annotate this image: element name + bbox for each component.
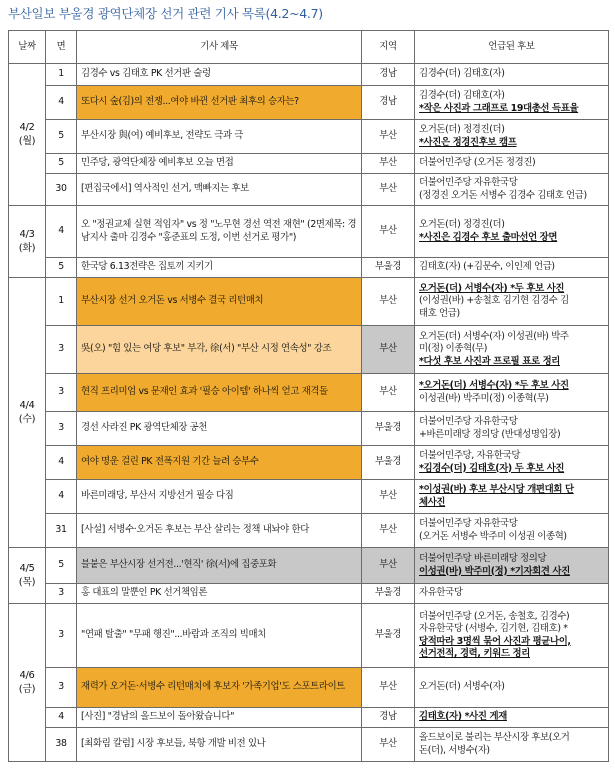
candidates-cell [415,174,609,206]
candidate-line: 오거돈(더) 서병수(자) *두 후보 사진 [419,282,565,294]
region-cell: 부울경 [362,604,415,668]
table-header-row [9,31,609,64]
candidates-cell [415,86,609,120]
table-row [9,374,609,412]
region-cell: 부울경 [362,258,415,278]
region-cell: 부산 [362,548,415,584]
table-row [9,728,609,762]
table-row [9,86,609,120]
table-row [9,514,609,548]
region-cell: 부산 [362,326,415,374]
candidates-cell [415,446,609,480]
date-cell: 4/5 (목) [9,548,46,604]
date-cell: 4/4 (수) [9,278,46,548]
candidate-line: 김태호(자) (+김문수, 이인제 언급) [419,261,555,273]
table-row [9,604,609,668]
table-row [9,412,609,446]
page-cell: 4 [46,86,77,120]
candidate-line: *사진은 김경수 후보 출마선언 장면 [419,231,558,243]
candidate-line: 이성권(바) 박주미(정) 이종혁(무) [419,392,549,404]
title-cell: 김경수 vs 김태호 PK 선거판 술렁 [77,64,362,86]
candidate-line: 더불어민주당 (오거돈 정경진) [419,157,536,169]
title-cell: 홍 대표의 말뿐인 PK 선거책임론 [77,584,362,604]
page-cell: 3 [46,326,77,374]
page-cell: 3 [46,604,77,668]
candidate-line: 오거돈(더) 서병수(자) [419,681,505,693]
table-row [9,668,609,708]
table-row [9,206,609,258]
table-row [9,480,609,514]
title-cell: 바른미래당, 부산서 지방선거 필승 다짐 [77,480,362,514]
candidates-cell [415,584,609,604]
region-cell: 경남 [362,708,415,728]
candidate-line: 오거돈(더) 정경진(더) [419,219,505,231]
title-cell: 경선 사라진 PK 광역단체장 공천 [77,412,362,446]
candidate-line: *다섯 후보 사진과 프로필 표로 정리 [419,355,561,367]
title-cell: 재력가 오거돈·서병수 리턴매치에 후보자 '가족기업'도 스포트라이트 [77,668,362,708]
page-cell: 3 [46,374,77,412]
candidates-cell [415,206,609,258]
date-cell: 4/6 (금) [9,604,46,762]
header-title: 기사 제목 [77,31,362,64]
candidate-line: *이성권(바) 후보 부산시당 개편대회 단 [419,484,574,496]
candidate-line: 자유한국당 [419,587,463,599]
title-cell: 부산시장 與(여) 예비후보, 전략도 극과 극 [77,120,362,154]
page-cell: 30 [46,174,77,206]
table-row [9,174,609,206]
page-cell: 4 [46,206,77,258]
region-cell: 부산 [362,206,415,258]
candidate-line: +바른미래당 정의당 (반대성명입장) [419,428,561,440]
page-cell: 5 [46,548,77,584]
candidates-cell [415,668,609,708]
candidate-line: 태호 언급) [419,307,460,319]
candidate-line: *사진은 정경진후보 캠프 [419,136,517,148]
title-cell: [사설] 서병수·오거돈 후보는 부산 살리는 정책 내놔야 한다 [77,514,362,548]
candidates-cell [415,258,609,278]
title-cell: 吳(오) "힘 있는 여당 후보" 부각, 徐(서) "부산 시정 연속성" 강조 [77,326,362,374]
candidate-line: 김경수(더) 김태호(자) [419,68,505,80]
title-cell: [사진] "경남의 올드보이 돌아왔습니다" [77,708,362,728]
region-cell: 부산 [362,174,415,206]
candidates-cell [415,708,609,728]
region-cell: 부울경 [362,584,415,604]
page-cell: 4 [46,480,77,514]
region-cell: 부산 [362,514,415,548]
title-cell: 한국당 6.13전략은 집토끼 지키기 [77,258,362,278]
title-cell: [최화림 칼럼] 시장 후보들, 북항 개발 비전 있나 [77,728,362,762]
date-cell: 4/3 (화) [9,206,46,278]
candidates-cell [415,728,609,762]
candidates-cell [415,604,609,668]
table-row [9,258,609,278]
title-cell: 블붙은 부산시장 선거전...'현직' 徐(서)에 집중포화 [77,548,362,584]
page-cell: 1 [46,278,77,326]
candidate-line: 더불어민주당 자유한국당 [419,518,518,530]
header-page: 면 [46,31,77,64]
candidates-cell [415,514,609,548]
header-region: 지역 [362,31,415,64]
candidates-cell [415,326,609,374]
region-cell: 부산 [362,154,415,174]
candidate-line: 자유한국당 (서병수, 김기현, 김태호) * [419,623,568,635]
page-cell: 3 [46,584,77,604]
candidate-line: 당적따라 3명씩 묶어 사진과 평균나이, [419,635,571,647]
region-cell: 부산 [362,120,415,154]
table-row [9,278,609,326]
candidate-line: 김태호(자) *사진 게재 [419,711,507,723]
candidate-line: (오거돈 서병수 박주미 이성권 이종혁) [419,530,567,542]
region-cell: 부울경 [362,412,415,446]
candidates-cell [415,548,609,584]
candidate-line: 올드보이로 불리는 부산시장 후보(오거 [419,732,570,744]
candidate-line: 이성권(바) 박주미(정) *기자회견 사진 [419,565,570,577]
region-cell: 경남 [362,64,415,86]
candidate-line: 더불어민주당 자유한국당 [419,177,518,189]
candidate-line: (정경진 오거돈 서병수 김경수 김태호 언급) [419,189,587,201]
region-cell: 부산 [362,728,415,762]
header-candidates: 언급된 후보 [415,31,609,64]
title-cell: 부산시장 선거 오거돈 vs 서병수 결국 리턴매치 [77,278,362,326]
article-table [8,30,609,762]
title-cell: 또다시 숲(김)의 전쟁...여야 바뀐 선거판 최후의 승자는? [77,86,362,120]
candidates-cell [415,64,609,86]
candidates-cell [415,278,609,326]
page-cell: 31 [46,514,77,548]
table-row [9,326,609,374]
page-cell: 3 [46,668,77,708]
candidate-line: 더불어민주당 자유한국당 [419,416,518,428]
title-cell: [편집국에서] 역사적인 선거, 맥빠지는 후보 [77,174,362,206]
document-title: 부산일보 부울경 광역단체장 선거 관련 기사 목록(4.2~4.7) [8,6,323,21]
table-row [9,548,609,584]
candidate-line: 오거돈(더) 서병수(자) 이성권(바) 박주 [419,330,569,342]
candidate-line: 김경수(더) 김태호(자) [419,90,505,102]
title-cell: 현직 프리미엄 vs 문재인 효과 '필승 아이템' 하나씩 얻고 재격돌 [77,374,362,412]
date-cell: 4/2 (월) [9,64,46,206]
candidates-cell [415,480,609,514]
title-cell: 여야 명운 걸린 PK 전폭지원 기간 늘려 승부수 [77,446,362,480]
region-cell: 부산 [362,374,415,412]
candidates-cell [415,374,609,412]
page-cell: 4 [46,446,77,480]
candidate-line: (이성권(바) +송철호 김기현 김경수 김 [419,295,569,307]
page-cell: 4 [46,708,77,728]
region-cell: 경남 [362,86,415,120]
candidate-line: 더불어민주당 바른미래당 정의당 [419,553,547,565]
candidate-line: *김경수(더) 김태호(자) 두 후보 사진 [419,462,565,474]
table-row [9,120,609,154]
page-cell: 1 [46,64,77,86]
table-row [9,584,609,604]
candidates-cell [415,154,609,174]
page-cell: 5 [46,258,77,278]
candidates-cell [415,412,609,446]
candidate-line: 더불어민주당, 자유한국당 [419,450,521,462]
page-cell: 38 [46,728,77,762]
candidate-line: 더불어민주당 (오거돈, 송철호, 김경수) [419,610,570,622]
candidate-line: 선거전적, 경력, 키워드 정리 [419,647,530,659]
region-cell: 부산 [362,668,415,708]
candidate-line: 오거돈(더) 정경진(더) [419,124,505,136]
title-cell: "연패 탈출" "무패 행진"...바람과 조직의 빅매치 [77,604,362,668]
candidate-line: *오거돈(더) 서병수(자) *두 후보 사진 [419,380,569,392]
region-cell: 부울경 [362,446,415,480]
page-cell: 3 [46,412,77,446]
candidates-cell [415,120,609,154]
page-cell: 5 [46,154,77,174]
table-row [9,708,609,728]
candidate-line: 미(정) 이종혁(무) [419,343,488,355]
page-cell: 5 [46,120,77,154]
region-cell: 부산 [362,278,415,326]
region-cell: 부산 [362,480,415,514]
candidate-line: 돈(더), 서병수(자) [419,744,490,756]
table-row [9,446,609,480]
table-row [9,64,609,86]
table-row [9,154,609,174]
title-cell: 민주당, 광역단체장 예비후보 오늘 면접 [77,154,362,174]
header-date: 날짜 [9,31,46,64]
title-cell: 오 "정권교체 실현 적임자" vs 정 "노무현 경선 역전 재현" (2면제목: 경남지사 출마 김경수 "홍준표의 도정, 이번 선거로 평가") [77,206,362,258]
candidate-line: 체사진 [419,496,446,508]
candidate-line: *작은 사진과 그래프로 19대총선 득표율 [419,102,579,114]
